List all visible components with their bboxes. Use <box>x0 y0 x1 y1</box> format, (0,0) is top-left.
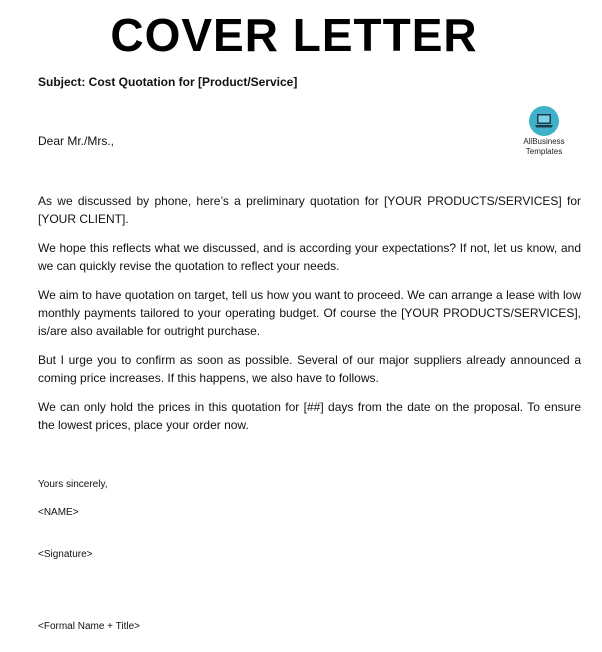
logo-text-line1: AllBusiness <box>523 137 565 146</box>
paragraph: We can only hold the prices in this quotation for [##] days from the date on the proposal. To ensure the lowest prices, place your order now. <box>38 400 581 432</box>
subject-line: Subject: Cost Quotation for [Product/Service] <box>38 75 298 89</box>
paragraph: We hope this reflects what we discussed, and is according your expectations? If not, let us know, and we can quickly revise the quotation to reflect your needs. <box>38 241 581 273</box>
laptop-icon <box>529 106 559 136</box>
paragraph: As we discussed by phone, here’s a preliminary quotation for [YOUR PRODUCTS/SERVICES] for [YOUR CLIENT]. <box>38 194 581 226</box>
allbusiness-logo <box>516 106 572 156</box>
paragraph: We aim to have quotation on target, tell us how you want to proceed. We can arrange a lease with low monthly payments tailored to your operating budget. Of course the [YOUR PRODUCTS/SERVICES], is/are also available for outright purchase. <box>38 288 581 338</box>
letter-body <box>38 192 581 445</box>
paragraph: But I urge you to confirm as soon as possible. Several of our major suppliers already announced a coming price increases. If this happens, we also have to follows. <box>38 353 581 385</box>
logo-text-line2: Templates <box>525 147 563 156</box>
greeting: Dear Mr./Mrs., <box>38 134 115 148</box>
sign-off: Yours sincerely, <box>38 479 108 490</box>
page-title: COVER LETTER <box>110 9 478 61</box>
formal-name-placeholder: <Formal Name + Title> <box>38 621 140 632</box>
signature-placeholder: <Signature> <box>38 549 93 560</box>
name-placeholder: <NAME> <box>38 507 79 518</box>
